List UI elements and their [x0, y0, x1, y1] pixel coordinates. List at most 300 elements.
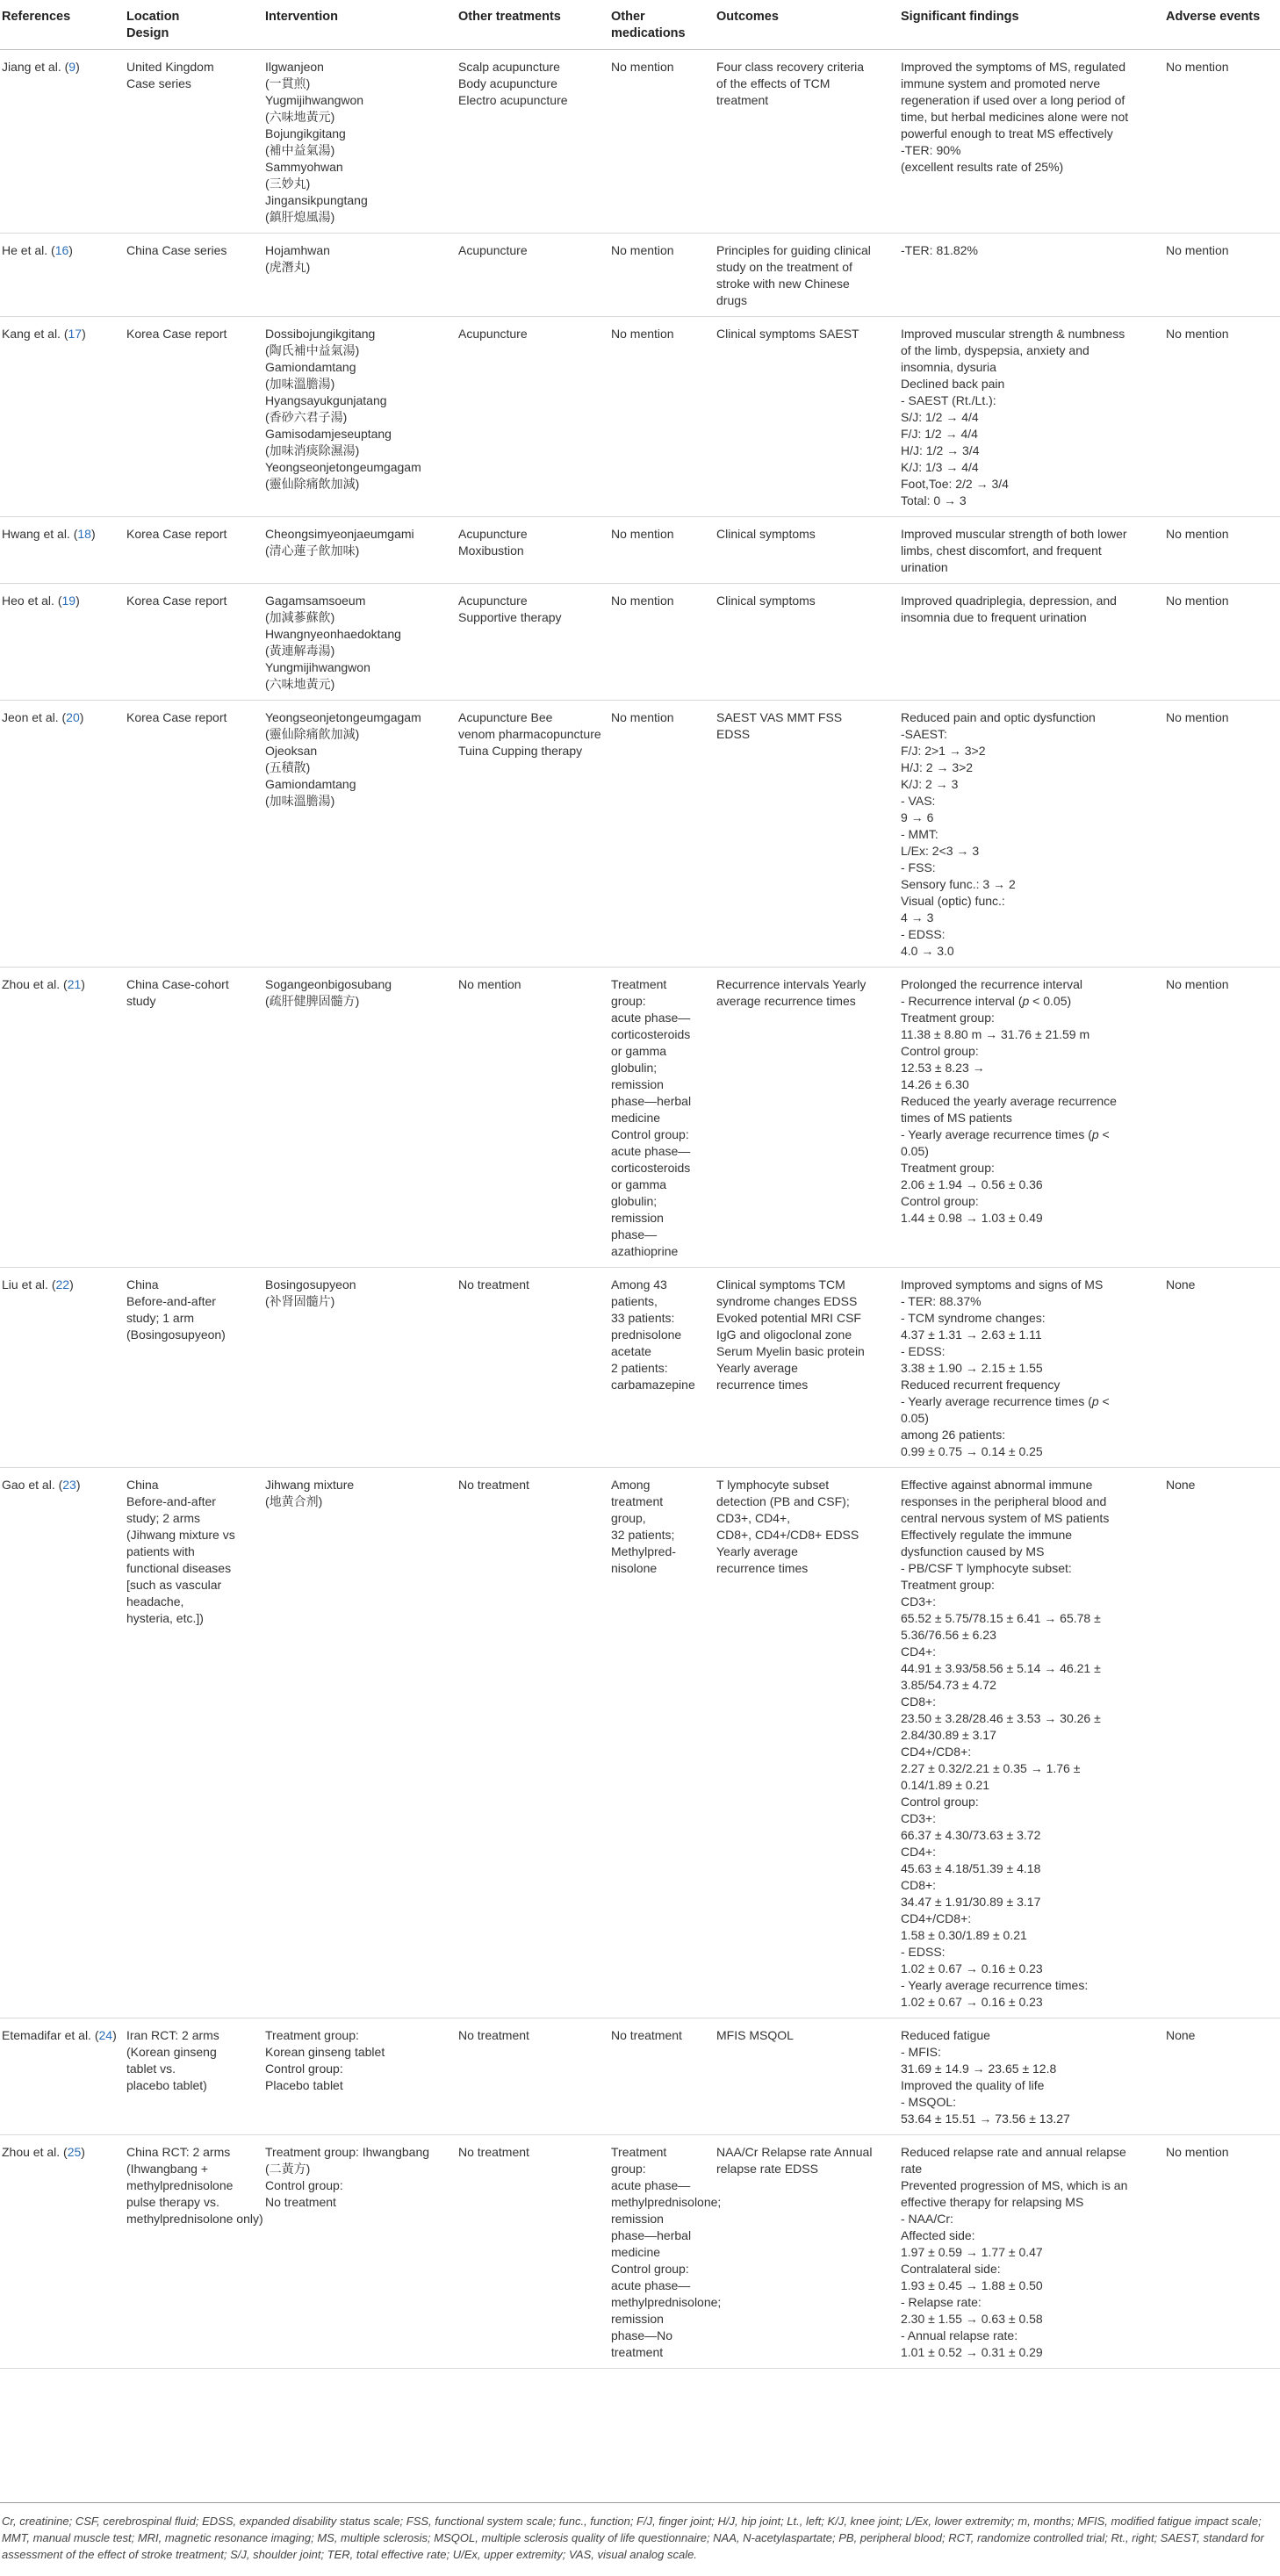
other-treatments-line: No mention	[458, 977, 521, 991]
cell-other-treatments	[458, 584, 611, 701]
findings-line: Reduced relapse rate and annual relapse	[901, 2145, 1126, 2159]
cell-intervention	[265, 968, 458, 1268]
findings-line: insomnia due to frequent urination	[901, 610, 1087, 624]
cell-intervention	[265, 2018, 458, 2135]
table-row	[0, 234, 1280, 317]
other-treatments-line: No treatment	[458, 2028, 529, 2042]
intervention-line: (三妙丸)	[265, 176, 311, 191]
other-treatments-line: Acupuncture	[458, 527, 528, 541]
cell-findings	[901, 968, 1166, 1268]
findings-line: - EDSS:	[901, 1945, 946, 1959]
cell-reference: Kang et al. (17)	[2, 327, 86, 341]
adverse-line: No mention	[1166, 2145, 1229, 2159]
findings-line: 4.37 ± 1.31 → 2.63 ± 1.11	[901, 1328, 1042, 1342]
header-other-treatments: Other treatments	[458, 0, 611, 50]
other-medications-line: medicine	[611, 2245, 661, 2259]
adverse-line: None	[1166, 2028, 1196, 2042]
other-medications-line: treatment	[611, 1494, 664, 1508]
findings-line: K/J: 1/3 → 4/4	[901, 460, 979, 474]
findings-line: 45.63 ± 4.18/51.39 ± 4.18	[901, 1861, 1041, 1875]
findings-line: 1.01 ± 0.52 → 0.31 ± 0.29	[901, 2345, 1043, 2359]
intervention-line: Yungmijihwangwon	[265, 660, 370, 674]
cell-location	[126, 1468, 265, 2018]
other-medications-line: No mention	[611, 60, 674, 74]
outcomes-line: T lymphocyte subset	[716, 1478, 830, 1492]
header-row	[0, 0, 1280, 50]
reference-author: Zhou et al.	[2, 977, 61, 991]
table-row	[0, 1468, 1280, 2018]
table-row	[0, 701, 1280, 968]
cell-other-medications	[611, 50, 716, 234]
findings-line: - NAA/Cr:	[901, 2212, 953, 2226]
findings-line: Control group:	[901, 1194, 979, 1208]
other-medications-line: patients,	[611, 1294, 658, 1308]
findings-line: K/J: 2 → 3	[901, 777, 959, 791]
findings-line: Sensory func.: 3 → 2	[901, 877, 1016, 891]
other-medications-line: acute phase—	[611, 2178, 691, 2192]
other-medications-line: 2 patients:	[611, 1361, 668, 1375]
outcomes-line: CD3+, CD4+,	[716, 1511, 791, 1525]
findings-line: regeneration if used over a long period of	[901, 93, 1125, 107]
cell-intervention	[265, 317, 458, 517]
other-medications-line: No mention	[611, 243, 674, 257]
cell-other-treatments	[458, 701, 611, 968]
cell-other-medications	[611, 2135, 722, 2369]
intervention-line: No treatment	[265, 2195, 336, 2209]
findings-line: - VAS:	[901, 794, 936, 808]
table-row	[0, 2135, 1280, 2369]
findings-line: limbs, chest discomfort, and frequent	[901, 543, 1102, 558]
outcomes-line: detection (PB and CSF);	[716, 1494, 850, 1508]
cell-adverse	[1166, 317, 1280, 517]
findings-line: - EDSS:	[901, 927, 946, 941]
outcomes-line: recurrence times	[716, 1378, 809, 1392]
intervention-line: Ojeoksan	[265, 744, 318, 758]
findings-line: Declined back pain	[901, 377, 1005, 391]
findings-line: 0.05)	[901, 1144, 929, 1158]
reference-author: Gao et al.	[2, 1478, 55, 1492]
other-medications-line: Methylpred-	[611, 1544, 676, 1558]
reference-link[interactable]: 9	[68, 60, 76, 74]
other-treatments-line: Scalp acupuncture	[458, 60, 560, 74]
other-medications-line: group:	[611, 2162, 646, 2176]
table-row	[0, 1268, 1280, 1468]
findings-line: 1.02 ± 0.67 → 0.16 ± 0.23	[901, 1995, 1043, 2009]
findings-line: 4 → 3	[901, 910, 934, 925]
adverse-line: No mention	[1166, 527, 1229, 541]
intervention-line: Yugmijihwangwon	[265, 93, 364, 107]
cell-intervention	[265, 1268, 458, 1468]
intervention-line: (补肾固髓片)	[265, 1294, 335, 1308]
findings-line: 1.97 ± 0.59 → 1.77 ± 0.47	[901, 2245, 1043, 2259]
outcomes-line: Yearly average	[716, 1361, 798, 1375]
findings-line: Affected side:	[901, 2228, 975, 2242]
other-medications-line: Control group:	[611, 2262, 689, 2276]
other-medications-line: treatment	[611, 2345, 664, 2359]
abbreviations-footnote: Cr, creatinine; CSF, cerebrospinal fluid; EDSS, expanded disability status scale; FSS, functional system scale; func., function; F/J, finger joint; H/J, hip joint; Lt., left; K/J, knee joint; L/Ex, lower extremity; m, months; MFIS, modified fatigue impact scale; MMT, manual muscle test; MRI, magnetic resonance imaging; MS, multiple sclerosis; MSQOL, multiple sclerosis quality of life questionnaire; NAA, N-acetylaspartate; PB, peripheral blood; RCT, randomize controlled trial; Rt., right; SAEST, standard for assessment of the effect of stroke treatment; S/J, shoulder joint; TER, total effective rate; U/Ex, upper extremity; VAS, visual analog scale.	[2, 2515, 1264, 2561]
adverse-line: No mention	[1166, 60, 1229, 74]
intervention-line: (二黃方)	[265, 2162, 311, 2176]
findings-line: CD3+:	[901, 1594, 937, 1608]
cell-adverse	[1166, 701, 1280, 968]
reference-author: Jiang et al.	[2, 60, 61, 74]
cell-other-treatments	[458, 1268, 611, 1468]
findings-line: (excellent results rate of 25%)	[901, 160, 1064, 174]
intervention-line: Cheongsimyeonjaeumgami	[265, 527, 414, 541]
cell-location	[126, 968, 265, 1268]
findings-line: H/J: 1/2 → 3/4	[901, 443, 980, 457]
intervention-line: Hojamhwan	[265, 243, 330, 257]
other-medications-line: acute phase—	[611, 1011, 691, 1025]
other-treatments-line: Acupuncture	[458, 327, 528, 341]
findings-line: 3.38 ± 1.90 → 2.15 ± 1.55	[901, 1361, 1043, 1375]
footnote-divider	[0, 2502, 1280, 2503]
location-line: China	[126, 1277, 159, 1292]
cell-other-medications	[611, 2018, 716, 2135]
adverse-line: None	[1166, 1478, 1196, 1492]
cell-adverse	[1166, 584, 1280, 701]
cell-findings	[901, 2135, 1166, 2369]
findings-line: CD8+:	[901, 1878, 937, 1892]
cell-intervention	[265, 50, 458, 234]
cell-outcomes	[716, 1468, 901, 2018]
outcomes-line: EDSS	[716, 727, 751, 741]
other-medications-line: acetate	[611, 1344, 651, 1358]
location-line: Korea Case report	[126, 594, 227, 608]
cell-reference: Zhou et al. (21)	[2, 977, 85, 991]
other-medications-line: Control group:	[611, 1127, 689, 1141]
cell-other-medications	[611, 968, 716, 1268]
findings-line: 1.02 ± 0.67 → 0.16 ± 0.23	[901, 1961, 1043, 1975]
other-medications-line: corticosteroids	[611, 1027, 691, 1041]
intervention-line: (六味地黃元)	[265, 110, 335, 124]
findings-line: 65.52 ± 5.75/78.15 ± 6.41 → 65.78 ±	[901, 1611, 1101, 1625]
other-medications-line: phase—herbal	[611, 1094, 692, 1108]
findings-line: 5.36/76.56 ± 6.23	[901, 1628, 996, 1642]
reference-link[interactable]: 17	[68, 327, 83, 341]
intervention-line: Gamiondamtang	[265, 360, 356, 374]
intervention-line: Korean ginseng tablet	[265, 2045, 385, 2059]
other-medications-line: phase—	[611, 1227, 658, 1241]
findings-line: CD4+:	[901, 1845, 937, 1859]
cell-intervention	[265, 1468, 458, 2018]
findings-line: Improved quadriplegia, depression, and	[901, 594, 1117, 608]
intervention-line: Jihwang mixture	[265, 1478, 355, 1492]
intervention-line: Gagamsamsoeum	[265, 594, 366, 608]
findings-line: - TER: 88.37%	[901, 1294, 982, 1308]
reference-link[interactable]: 20	[66, 710, 80, 724]
table-row	[0, 584, 1280, 701]
other-treatments-line: Body acupuncture	[458, 76, 557, 90]
findings-line: dysfunction caused by MS	[901, 1544, 1045, 1558]
findings-line: Total: 0 → 3	[901, 493, 967, 507]
reference-link[interactable]: 16	[54, 243, 69, 257]
other-medications-line: Among 43	[611, 1277, 667, 1292]
cell-reference: He et al. (16)	[2, 243, 73, 257]
other-medications-line: No mention	[611, 327, 674, 341]
location-line: (Bosingosupyeon)	[126, 1328, 226, 1342]
cell-other-medications	[611, 701, 716, 968]
cell-outcomes	[716, 317, 901, 517]
findings-line: - Relapse rate:	[901, 2295, 982, 2309]
outcomes-line: Clinical symptoms	[716, 527, 816, 541]
findings-line: - MSQOL:	[901, 2095, 957, 2109]
location-line: China RCT: 2 arms	[126, 2145, 231, 2159]
reference-author: Zhou et al.	[2, 2145, 61, 2159]
location-line: headache,	[126, 1594, 184, 1608]
adverse-line: No mention	[1166, 977, 1229, 991]
other-medications-line: No mention	[611, 594, 674, 608]
outcomes-line: relapse rate EDSS	[716, 2162, 818, 2176]
location-line: study	[126, 994, 156, 1008]
location-line: study; 1 arm	[126, 1311, 195, 1325]
cell-intervention	[265, 701, 458, 968]
other-medications-line: phase—herbal	[611, 2228, 692, 2242]
findings-line: Improved muscular strength of both lower	[901, 527, 1127, 541]
other-medications-line: Among	[611, 1478, 651, 1492]
findings-line: 53.64 ± 15.51 → 73.56 ± 13.27	[901, 2112, 1070, 2126]
findings-line: CD4+/CD8+:	[901, 1745, 972, 1759]
intervention-line: Hwangnyeonhaedoktang	[265, 627, 401, 641]
cell-reference: Zhou et al. (25)	[2, 2145, 85, 2159]
cell-findings	[901, 1468, 1166, 2018]
outcomes-line: Four class recovery criteria	[716, 60, 865, 74]
header-adverse-events: Adverse events	[1166, 0, 1280, 50]
findings-line: CD8+:	[901, 1695, 937, 1709]
findings-line: Effective against abnormal immune	[901, 1478, 1093, 1492]
intervention-line: Treatment group:	[265, 2028, 359, 2042]
table-header	[0, 0, 1280, 50]
outcomes-line: IgG and oligoclonal zone	[716, 1328, 852, 1342]
reference-link[interactable]: 24	[98, 2028, 113, 2042]
cell-findings	[901, 1268, 1166, 1468]
reference-link[interactable]: 21	[67, 977, 82, 991]
adverse-line: No mention	[1166, 710, 1229, 724]
reference-author: Hwang et al.	[2, 527, 70, 541]
other-medications-line: carbamazepine	[611, 1378, 695, 1392]
cell-other-treatments	[458, 234, 611, 317]
header-location-design-text: Location Design	[126, 10, 180, 40]
outcomes-line: Clinical symptoms TCM	[716, 1277, 845, 1292]
findings-line: Treatment group:	[901, 1011, 995, 1025]
findings-line: urination	[901, 560, 948, 574]
other-medications-line: medicine	[611, 1111, 661, 1125]
intervention-line: (五積散)	[265, 760, 311, 774]
other-treatments-line: venom pharmacopuncture	[458, 727, 601, 741]
findings-line: 31.69 ± 14.9 → 23.65 ± 12.8	[901, 2062, 1057, 2076]
cell-location	[126, 2018, 265, 2135]
outcomes-line: average recurrence times	[716, 994, 856, 1008]
cell-findings	[901, 584, 1166, 701]
outcomes-line: recurrence times	[716, 1561, 809, 1575]
other-medications-line: acute phase—	[611, 2278, 691, 2292]
table-row	[0, 517, 1280, 584]
findings-line: 2.30 ± 1.55 → 0.63 ± 0.58	[901, 2312, 1043, 2326]
findings-line: Contralateral side:	[901, 2262, 1001, 2276]
cell-outcomes	[716, 234, 901, 317]
cell-other-treatments	[458, 517, 611, 584]
cell-reference: Heo et al. (19)	[2, 594, 80, 608]
findings-line: Control group:	[901, 1044, 979, 1058]
reference-link[interactable]: 19	[61, 594, 76, 608]
findings-line: - MMT:	[901, 827, 938, 841]
intervention-line: Sammyohwan	[265, 160, 343, 174]
findings-line: 1.93 ± 0.45 → 1.88 ± 0.50	[901, 2278, 1043, 2292]
outcomes-line: MFIS MSQOL	[716, 2028, 794, 2042]
cell-location	[126, 584, 265, 701]
cell-adverse	[1166, 968, 1280, 1268]
findings-line: 9 → 6	[901, 810, 934, 824]
location-line: Korea Case report	[126, 327, 227, 341]
cell-adverse	[1166, 1468, 1280, 2018]
cell-other-medications	[611, 584, 716, 701]
cell-findings	[901, 2018, 1166, 2135]
findings-line: central nervous system of MS patients	[901, 1511, 1110, 1525]
outcomes-line: Recurrence intervals Yearly	[716, 977, 867, 991]
intervention-line: (六味地黃元)	[265, 677, 335, 691]
findings-line: Improved the symptoms of MS, regulated	[901, 60, 1125, 74]
intervention-line: (加味消痰除濕湯)	[265, 443, 360, 457]
location-line: Case series	[126, 76, 191, 90]
other-treatments-line: Acupuncture	[458, 243, 528, 257]
intervention-line: Ilgwanjeon	[265, 60, 324, 74]
location-line: Before-and-after	[126, 1294, 216, 1308]
outcomes-line: Clinical symptoms	[716, 594, 816, 608]
findings-line: - MFIS:	[901, 2045, 941, 2059]
other-medications-line: group,	[611, 1511, 646, 1525]
header-significant-findings: Significant findings	[901, 0, 1166, 50]
intervention-line: Bojungikgitang	[265, 126, 346, 140]
reference-link[interactable]: 25	[67, 2145, 82, 2159]
location-line: [such as vascular	[126, 1578, 222, 1592]
findings-line: Effectively regulate the immune	[901, 1528, 1073, 1542]
intervention-line: (補中益氣湯)	[265, 143, 335, 157]
cell-other-treatments	[458, 50, 611, 234]
findings-line: powerful enough to treat MS effectively	[901, 126, 1113, 140]
intervention-line: (地黄合剂)	[265, 1494, 323, 1508]
intervention-line: (鎮肝熄風湯)	[265, 210, 335, 224]
intervention-line: (靈仙除痛飮加減)	[265, 727, 360, 741]
location-line: (Ihwangbang +	[126, 2162, 209, 2176]
cell-location	[126, 701, 265, 968]
reference-link[interactable]: 22	[55, 1277, 70, 1292]
other-treatments-line: No treatment	[458, 1478, 529, 1492]
adverse-line: No mention	[1166, 594, 1229, 608]
intervention-line: (清心蓮子飮加味)	[265, 543, 360, 558]
outcomes-line: treatment	[716, 93, 769, 107]
findings-line: -TER: 81.82%	[901, 243, 978, 257]
findings-line: Improved symptoms and signs of MS	[901, 1277, 1104, 1292]
reference-author: Etemadifar et al.	[2, 2028, 91, 2042]
intervention-line: Placebo tablet	[265, 2078, 343, 2092]
cell-adverse	[1166, 2135, 1280, 2369]
findings-line: 12.53 ± 8.23 →	[901, 1061, 985, 1075]
intervention-line: Control group:	[265, 2178, 343, 2192]
adverse-line: No mention	[1166, 243, 1229, 257]
other-medications-line: Treatment	[611, 2145, 667, 2159]
outcomes-line: drugs	[716, 293, 748, 307]
findings-line: Improved muscular strength & numbness	[901, 327, 1125, 341]
findings-line: rate	[901, 2162, 923, 2176]
location-line: study; 2 arms	[126, 1511, 201, 1525]
cell-other-medications	[611, 517, 716, 584]
other-treatments-line: Moxibustion	[458, 543, 524, 558]
findings-line: CD4+:	[901, 1644, 937, 1659]
adverse-line: None	[1166, 1277, 1196, 1292]
other-medications-line: globulin;	[611, 1061, 658, 1075]
findings-line: effective therapy for relapsing MS	[901, 2195, 1084, 2209]
table-body	[0, 50, 1280, 2369]
cell-adverse	[1166, 1268, 1280, 1468]
cell-other-treatments	[458, 1468, 611, 2018]
other-medications-line: remission	[611, 2312, 664, 2326]
cell-findings	[901, 517, 1166, 584]
other-medications-line: or gamma	[611, 1177, 667, 1191]
cell-outcomes	[716, 701, 901, 968]
location-line: Iran RCT: 2 arms	[126, 2028, 219, 2042]
findings-line: Prolonged the recurrence interval	[901, 977, 1083, 991]
cell-outcomes	[716, 968, 901, 1268]
cell-reference: Gao et al. (23)	[2, 1478, 81, 1492]
intervention-line: Gamiondamtang	[265, 777, 356, 791]
outcomes-line: NAA/Cr Relapse rate Annual	[716, 2145, 873, 2159]
intervention-line: Dossibojungikgitang	[265, 327, 376, 341]
cell-reference: Hwang et al. (18)	[2, 527, 96, 541]
location-line: China Case-cohort	[126, 977, 229, 991]
intervention-line: (靈仙除痛飲加減)	[265, 477, 360, 491]
cell-location	[126, 317, 265, 517]
cell-findings	[901, 50, 1166, 234]
reference-link[interactable]: 18	[77, 527, 91, 541]
cell-reference: Jiang et al. (9)	[2, 60, 80, 74]
other-treatments-line: No treatment	[458, 2145, 529, 2159]
reference-link[interactable]: 23	[62, 1478, 76, 1492]
intervention-line: Jingansikpungtang	[265, 193, 368, 207]
other-medications-line: No mention	[611, 527, 674, 541]
findings-line: - FSS:	[901, 860, 936, 874]
findings-line: F/J: 2>1 → 3>2	[901, 744, 986, 758]
other-medications-line: methylprednisolone;	[611, 2195, 722, 2209]
reference-author: Kang et al.	[2, 327, 61, 341]
findings-line: 14.26 ± 6.30	[901, 1077, 969, 1091]
table-row	[0, 2018, 1280, 2135]
findings-line: - Annual relapse rate:	[901, 2328, 1018, 2342]
outcomes-line: study on the treatment of	[716, 260, 852, 274]
findings-line: 34.47 ± 1.91/30.89 ± 3.17	[901, 1895, 1041, 1909]
findings-line: F/J: 1/2 → 4/4	[901, 427, 978, 441]
reference-author: Jeon et al.	[2, 710, 59, 724]
other-medications-line: remission	[611, 1211, 664, 1225]
cell-reference: Etemadifar et al. (24)	[2, 2028, 117, 2042]
header-location-design	[126, 0, 265, 50]
findings-line: - PB/CSF T lymphocyte subset:	[901, 1561, 1072, 1575]
findings-line: H/J: 2 → 3>2	[901, 760, 974, 774]
findings-line: 4.0 → 3.0	[901, 944, 954, 958]
outcomes-line: Evoked potential MRI CSF	[716, 1311, 861, 1325]
location-line: hysteria, etc.])	[126, 1611, 204, 1625]
findings-line: Reduced fatigue	[901, 2028, 990, 2042]
intervention-line: Hyangsayukgunjatang	[265, 393, 387, 407]
other-treatments-line: Electro acupuncture	[458, 93, 568, 107]
other-treatments-line: Acupuncture	[458, 594, 528, 608]
intervention-line: Treatment group: Ihwangbang	[265, 2145, 430, 2159]
findings-line: 44.91 ± 3.93/58.56 ± 5.14 → 46.21 ±	[901, 1661, 1101, 1675]
findings-line: -SAEST:	[901, 727, 947, 741]
findings-line: immune system and promoted nerve	[901, 76, 1101, 90]
cell-location	[126, 1268, 265, 1468]
cell-other-medications	[611, 234, 716, 317]
findings-line: Reduced the yearly average recurrence	[901, 1094, 1117, 1108]
